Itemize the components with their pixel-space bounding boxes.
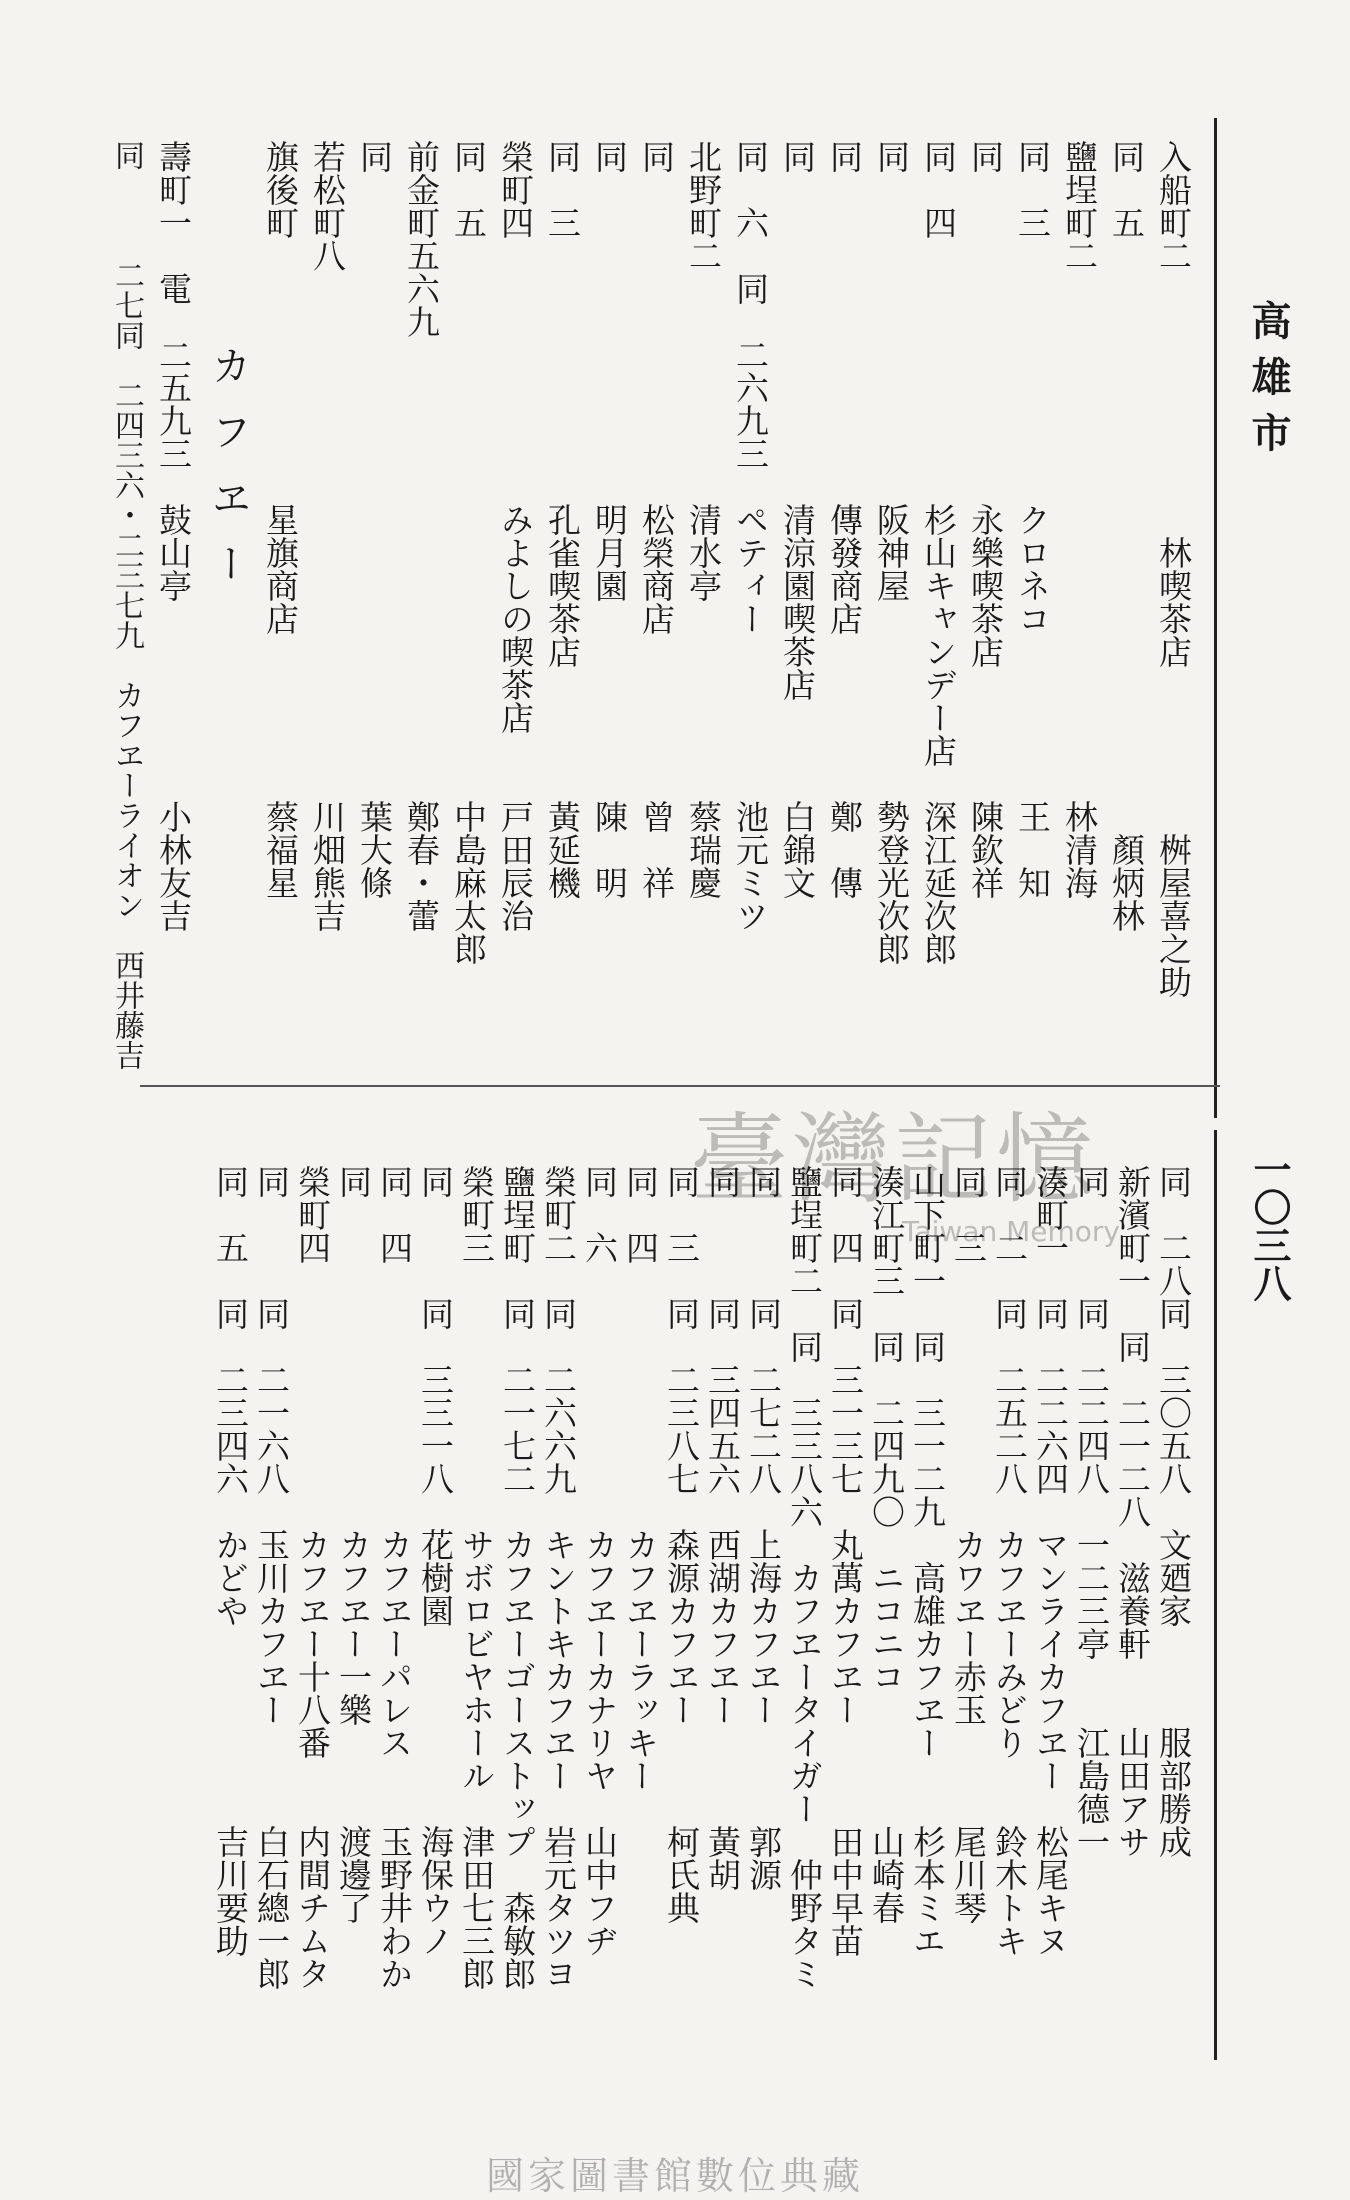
upper-row-17: 前金町五六九 鄭春・蕾 [402, 140, 441, 932]
lower-row-8: 湊江町三 同 二四九〇 ニコニコ 山崎春 [867, 1165, 906, 1924]
upper-row-20: 旗後町 星旗商店 蔡福星 [261, 140, 300, 899]
right-margin-rule [1214, 118, 1217, 1118]
lower-row-18: 榮町三 サボロビヤホール 津田七三郎 [457, 1165, 496, 1990]
lower-row-4: 湊町一 同 二二六四 マンライカフヱー 松尾キヌ [1031, 1165, 1070, 1957]
lower-row-22: 榮町四 カフヱー十八番 内間チムタ [293, 1165, 332, 1990]
watermark-english: Taiwan Memory [902, 1215, 1120, 1248]
footer-credit: 國家圖書館數位典藏 [485, 2154, 864, 2198]
lower-row-21: 同 カフヱー一樂 渡邊了 [334, 1165, 373, 1924]
lower-row-10: 鹽埕町二 同 三三八六 カフヱータイガー 仲野タミ [785, 1165, 824, 1990]
upper-row-1: 入船町二 林喫茶店 桝屋喜之助 [1154, 140, 1193, 998]
lower-row-2: 新濱町一 同 二一二八 滋養軒 山田アサ [1113, 1165, 1152, 1858]
lower-row-15: 同 六 カフヱーカナリヤ 山中フヂ [580, 1165, 619, 1957]
upper-row-8: 同 傳發商店 鄭 傳 [825, 140, 864, 899]
lower-row-19: 同 同 三三一八 花樹園 海保ウノ [416, 1165, 455, 1957]
lower-row-6: 同 三 カワヱー赤玉 尾川琴 [949, 1165, 988, 1924]
upper-row-19: 若松町八 川畑熊吉 [308, 140, 347, 932]
upper-row-18: 同 葉大條 [355, 140, 394, 899]
section-divider [140, 1085, 1220, 1087]
lower-row-1: 同 二八同 三〇五八 文廼家 服部勝成 [1154, 1165, 1193, 1858]
lower-row-7: 山下町一 同 三一二九 高雄カフヱー 杉本ミエ [908, 1165, 947, 1957]
lower-row-20: 同 四 カフヱーパレス 玉野井わか [375, 1165, 414, 1990]
upper-row-10: 同 六 同 二六九三 ペティー 池元ミツ [731, 140, 770, 932]
upper-row-14: 同 三 孔雀喫茶店 黃延機 [543, 140, 582, 899]
lower-row-9: 同 四 同 三一三七 丸萬カフヱー 田中早苗 [826, 1165, 865, 1957]
lower-row-13: 同 三 同 二三八七 森源カフヱー 柯氏典 [662, 1165, 701, 1924]
page-number: 一〇三八 [1247, 1150, 1292, 1302]
lower-row-14: 同 四 カフヱーラッキー [621, 1165, 660, 1792]
upper-row-6: 同 四 杉山キャンデー店 深江延次郎 [919, 140, 958, 965]
upper-row-9: 同 清涼園喫茶店 白錦文 [778, 140, 817, 899]
lower-row-24: 同 五 同 二三四六 かどや 吉川要助 [211, 1165, 250, 1957]
lower-row-5: 同 二 同 二五二八 カフヱーみどり 鈴木トキ [990, 1165, 1029, 1957]
upper-row-3: 鹽埕町二 林清海 [1060, 140, 1099, 899]
cafe-row-2: 同 二七同 二四三六・二三七九 カフヱーライオン 西井藤吉 [109, 140, 144, 1070]
upper-row-4: 同 三 クロネコ 王 知 [1013, 140, 1052, 899]
running-header-city: 高雄市 [1245, 300, 1292, 468]
lower-row-17: 鹽埕町 同 二一七二 カフヱーゴーストップ 森敏郎 [498, 1165, 537, 1990]
upper-row-7: 同 阪神屋 勢登光次郎 [872, 140, 911, 965]
right-margin-rule-lower [1214, 1130, 1217, 2060]
upper-row-11: 北野町二 清水亭 蔡瑞慶 [684, 140, 723, 899]
upper-row-12: 同 松榮商店 曾 祥 [637, 140, 676, 899]
lower-row-12: 同 同 三四五六 西湖カフヱー 黃胡 [703, 1165, 742, 1891]
cafe-row-1: 壽町一 電 二五九三 鼓山亭 小林友吉 [154, 140, 193, 932]
upper-row-5: 同 永樂喫茶店 陳欽祥 [966, 140, 1005, 899]
upper-row-15: 榮町四 みよしの喫茶店 戸田辰治 [496, 140, 535, 932]
section-title-cafe: カフヱー [205, 345, 251, 609]
lower-row-3: 同 同 二二四八 一二三亭 江島德一 [1072, 1165, 1111, 1858]
upper-row-2: 同 五 顏炳林 [1107, 140, 1146, 932]
watermark-chinese: 臺灣記憶 [690, 1103, 1099, 1217]
lower-row-11: 同 同 二七二八 上海カフヱー 郭源 [744, 1165, 783, 1891]
upper-row-13: 同 明月園 陳 明 [590, 140, 629, 899]
lower-row-16: 榮町二 同 二六六九 キントキカフヱー 岩元タツヨ [539, 1165, 578, 1990]
lower-row-23: 同 同 二一六八 玉川カフヱー 白石總一郎 [252, 1165, 291, 1990]
upper-row-16: 同 五 中島麻太郎 [449, 140, 488, 965]
